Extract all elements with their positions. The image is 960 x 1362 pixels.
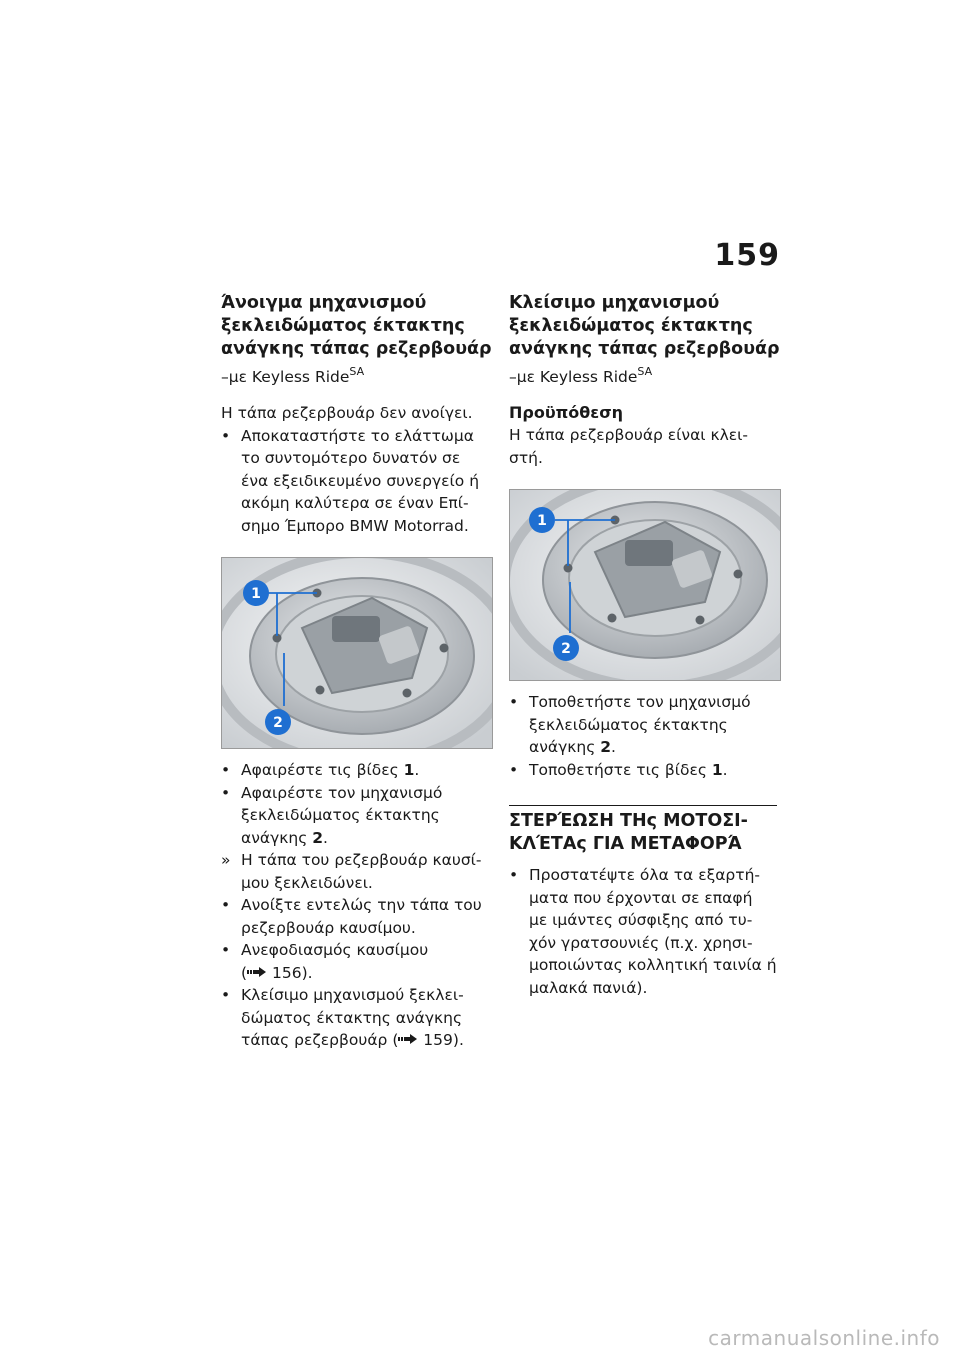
item-suffix: ). — [452, 1031, 464, 1049]
bullet-marker: • — [509, 693, 519, 711]
list-item — [221, 782, 493, 850]
list-item-text — [241, 427, 479, 535]
bullet-marker: • — [509, 866, 519, 884]
fuel-cap-figure-open — [221, 557, 493, 749]
item-reference-number: 1 — [403, 761, 415, 779]
variant-label: –με Keyless Ride — [221, 368, 350, 386]
section-divider — [509, 805, 777, 806]
list-item — [221, 425, 493, 538]
list-item — [221, 939, 493, 984]
fuel-cap-illustration — [510, 490, 780, 680]
item-suffix: . — [722, 760, 728, 779]
precondition-title: Προϋπόθεση — [509, 403, 624, 422]
fuel-cap-figure-close — [509, 489, 781, 681]
list-item-text — [241, 851, 482, 892]
item-text: Τοποθετήστε τον μηχανισμό ξεκλειδώματος έκτακτης ανάγκης — [529, 693, 751, 756]
list-item — [221, 759, 493, 782]
section-title-transport: ΣΤΕΡΈΩΣΗ ΤΗς ΜΟΤΟΣΙ- ΚΛΈΤΑς ΓΙΑ ΜΕΤΑΦΟΡΆ — [509, 811, 748, 854]
list-item-text — [529, 761, 728, 779]
bullet-marker: • — [221, 941, 231, 959]
list-item-text — [241, 896, 482, 937]
bullet-marker: • — [221, 761, 231, 779]
callout-1: 1 — [251, 586, 261, 602]
item-reference-number: 1 — [711, 760, 723, 779]
section-title-open: Άνοιγμα μηχανισμού ξεκλειδώματος έκτακτης ανάγκης τάπας ρεζερβουάρ — [221, 293, 492, 359]
left-column — [221, 292, 493, 1052]
list-item-text — [241, 761, 419, 779]
list-item — [509, 864, 781, 999]
page-reference[interactable]: 159 — [418, 1031, 453, 1049]
item-text: Αφαιρέστε τον μηχανισμό ξεκλειδώματος έκτακτης ανάγκης — [241, 783, 443, 847]
precondition-text: Η τάπα ρεζερβουάρ είναι κλει- στή. — [509, 426, 748, 467]
callout-2: 2 — [561, 641, 571, 657]
list-item — [221, 849, 493, 894]
item-text: Ανεφοδιασμός καυσίμου ( — [241, 941, 429, 982]
list-item-text — [241, 941, 428, 982]
close-steps-list — [509, 691, 781, 781]
page-reference-icon — [247, 967, 267, 977]
variant-note — [221, 361, 493, 388]
intro-list — [221, 425, 493, 538]
watermark: carmanualsonline.info — [708, 1326, 940, 1350]
page-reference-icon — [398, 1034, 418, 1044]
list-item-text — [529, 693, 751, 756]
fuel-cap-illustration — [222, 558, 492, 748]
bullet-marker: • — [221, 783, 231, 802]
list-item — [509, 691, 781, 759]
callout-1: 1 — [537, 513, 547, 529]
item-reference-number: 2 — [600, 738, 612, 756]
page-reference[interactable]: 156 — [267, 963, 302, 982]
variant-sup: SA — [349, 365, 365, 378]
list-item — [509, 759, 781, 782]
item-text: Τοποθετήστε τις βίδες — [529, 760, 712, 779]
item-text: Κλείσιμο μηχανισμού ξεκλει- δώματος έκτακτης ανάγκης τάπας ρεζερβουάρ ( — [241, 986, 464, 1049]
item-text: Η τάπα του ρεζερβουάρ καυσί- μου ξεκλειδώνει. — [241, 851, 482, 892]
item-text: Προστατέψτε όλα τα εξαρτή- ματα που έρχονται σε επαφή με ιμάντες σύσφιξης από τυ- χόν γρατσουνιές (π.χ. χρησι- μοποιώντας κολλητική ταινία ή μαλακά πανιά). — [529, 866, 777, 997]
variant-label: –με Keyless Ride — [509, 368, 638, 386]
bullet-marker: • — [221, 986, 231, 1004]
item-suffix: ). — [301, 963, 313, 982]
list-item-text — [241, 986, 464, 1049]
bullet-marker: • — [221, 426, 231, 445]
list-item-text — [241, 784, 442, 847]
callout-2: 2 — [273, 715, 283, 731]
intro-text: Η τάπα ρεζερβουάρ δεν ανοίγει. — [221, 404, 473, 422]
right-column — [509, 292, 781, 999]
open-steps-list — [221, 759, 493, 1052]
variant-sup: SA — [637, 365, 653, 378]
item-text: Ανοίξτε εντελώς την τάπα του ρεζερβουάρ καυσίμου. — [241, 896, 482, 937]
item-suffix: . — [323, 828, 328, 847]
result-marker: » — [221, 851, 231, 869]
section-title-close: Κλείσιμο μηχανισμού ξεκλειδώματος έκτακτης ανάγκης τάπας ρεζερβουάρ — [509, 293, 780, 359]
item-suffix: . — [414, 761, 420, 779]
list-item — [221, 894, 493, 939]
list-item-text — [529, 866, 777, 997]
item-suffix: . — [611, 738, 616, 756]
transport-list — [509, 864, 781, 999]
item-text: Αποκαταστήστε το ελάττωμα το συντομότερο δυνατόν σε ένα εξειδικευμένο συνεργείο ή ακόμη καλύτερα σε έναν Επί- σημο Έμπορο BMW Motorrad. — [241, 426, 480, 535]
page-number: 159 — [714, 238, 780, 273]
bullet-marker: • — [221, 896, 231, 914]
list-item — [221, 984, 493, 1052]
variant-note — [509, 361, 781, 388]
bullet-marker: • — [509, 760, 519, 779]
item-reference-number: 2 — [312, 828, 324, 847]
item-text: Αφαιρέστε τις βίδες — [241, 761, 404, 779]
